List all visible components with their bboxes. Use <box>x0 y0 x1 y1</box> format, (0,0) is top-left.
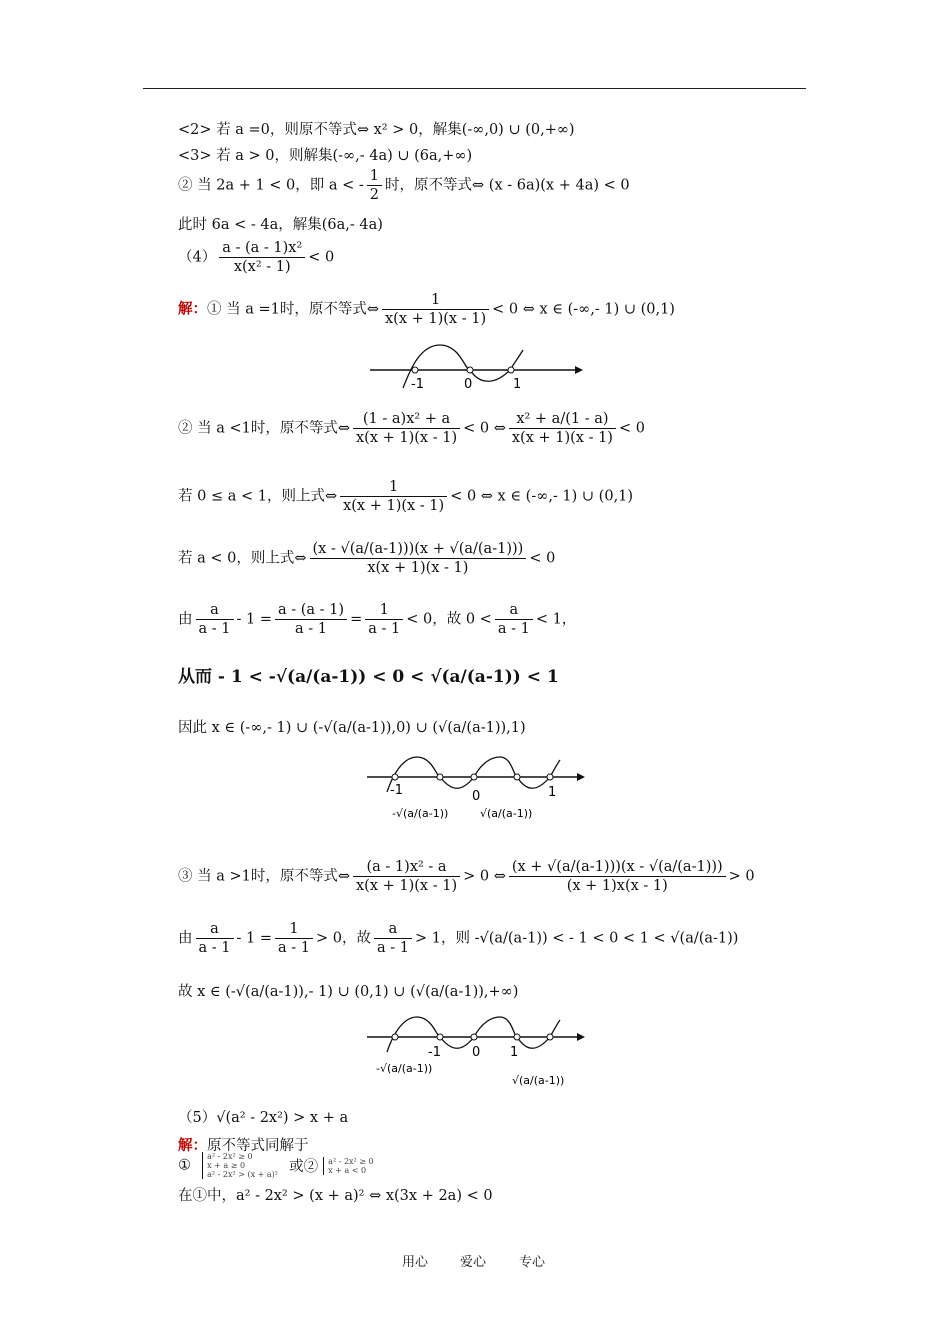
fraction-c6b: $\frac{(x + √(a/(a-1)))(x - √(a/(a-1)))}{(x + 1)x(x - 1)}$ <box>509 858 726 895</box>
fraction-c4: $\frac{(x - √(a/(a-1)))(x + √(a/(a-1)))}{x(x + 1)(x - 1)}$ <box>310 540 527 577</box>
diagram-label: 0 <box>472 1045 481 1060</box>
fraction-q4: $\frac{\text{a - (a - 1)x²}}{\text{x(x² - 1)}}$ <box>219 239 305 276</box>
fraction-c6a: $\frac{\text{(a - 1)x² - a}}{x(x + 1)(x - 1)}$ <box>353 858 460 895</box>
fraction-c1: $\frac{1}{x(x + 1)(x - 1)}$ <box>382 291 489 328</box>
fraction-c5c: $\frac{1}{a - 1}$ <box>365 601 403 638</box>
line-result-negative-a: 因此 x ∈ (-∞,- 1) ∪ (-√(a/(a-1)),0) ∪ (√(a/(a-1)),1) <box>178 720 526 736</box>
line-case-a-one: 解：① 当 a =1时，原不等式⇔ $\frac{1}{x(x + 1)(x - 1)}$ < 0 ⇔ x ∈ (-∞,- 1) ∪ (0,1) <box>178 292 675 327</box>
fraction-c7b: $\frac{1}{a - 1}$ <box>275 920 313 957</box>
fraction-c7a: $\frac{a}{a - 1}$ <box>196 920 234 957</box>
fraction-c3: $\frac{1}{x(x + 1)(x - 1)}$ <box>340 478 447 515</box>
fraction-half: $\frac{1}{2}$ <box>367 167 382 204</box>
diagram-sublabel-right: √(a/(a-1)) <box>512 1074 565 1087</box>
line-case-a-negative: 若 a < 0，则上式⇔ $\frac{(x - √(a/(a-1)))(x + √(a/(a-1)))}{x(x + 1)(x - 1)}$ < 0 <box>178 541 556 576</box>
line-case-a-zero: <2> 若 a =0，则原不等式⇔ x² > 0，解集(-∞,0) ∪ (0,+∞) <box>178 122 575 138</box>
header-rule <box>143 88 806 89</box>
fraction-c5b: $\frac{a - (a - 1)}{a - 1}$ <box>275 601 347 638</box>
diagram-label: -1 <box>390 783 403 798</box>
diagram-label: 1 <box>548 785 557 800</box>
line-systems: ① a² - 2x² ≥ 0 x + a ≥ 0 a² - 2x² > (x + a)² 或② a² - 2x² ≥ 0 x + a < 0 <box>178 1152 374 1179</box>
fraction-c7c: $\frac{a}{a - 1}$ <box>374 920 412 957</box>
diagram-sublabel-left: -√(a/(a-1)) <box>392 807 449 820</box>
line-case-0-le-a: 若 0 ≤ a < 1，则上式⇔ $\frac{1}{x(x + 1)(x - 1)}$ < 0 ⇔ x ∈ (-∞,- 1) ∪ (0,1) <box>178 479 634 514</box>
diagram-label: 0 <box>464 377 473 392</box>
line-case-a-positive: <3> 若 a > 0，则解集(-∞,- 4a) ∪ (6a,+∞) <box>178 148 473 164</box>
diagram-label: 0 <box>472 789 481 804</box>
sign-diagram-1 <box>365 340 585 395</box>
line-case-a-less-one: ② 当 a <1时，原不等式⇔ $\frac{\text{(1 - a)x² + a}}{x(x + 1)(x - 1)}$ < 0 ⇔ $\frac{\text{x² + a/(1 - a)}}{x(x + 1)(x - 1)}$ < 0 <box>178 411 645 446</box>
system-2: a² - 2x² ≥ 0 x + a < 0 <box>323 1157 373 1175</box>
sign-diagram-2 <box>362 752 587 832</box>
fraction-c5a: $\frac{a}{a - 1}$ <box>196 601 234 638</box>
line-solution-5: 解：原不等式同解于 <box>178 1137 309 1154</box>
footer-text: 用心 <box>402 1255 429 1270</box>
line-derivation: 由 $\frac{a}{a - 1}$ - 1 = $\frac{a - (a - 1)}{a - 1}$ = $\frac{1}{a - 1}$ < 0，故 0 < $\frac{a}{a - 1}$ < 1， <box>178 602 577 637</box>
line-result-a-greater-one: 故 x ∈ (-√(a/(a-1)),- 1) ∪ (0,1) ∪ (√(a/(a-1)),+∞) <box>178 984 519 1000</box>
system-1: a² - 2x² ≥ 0 x + a ≥ 0 a² - 2x² > (x + a)² <box>202 1152 278 1179</box>
diagram-label: 1 <box>513 377 522 392</box>
line-derivation-2: 由 $\frac{a}{a - 1}$ - 1 = $\frac{1}{a - 1}$ > 0，故 $\frac{a}{a - 1}$ > 1，则 -√(a/(a-1)) < - 1 < 0 < 1 < √(a/(a-1)) <box>178 921 739 956</box>
footer-text: 爱心 <box>460 1255 487 1270</box>
diagram-label: -1 <box>411 377 424 392</box>
problem-5: （5）√(a² - 2x²) > x + a <box>178 1110 349 1126</box>
line-solution-set: 此时 6a < - 4a，解集(6a,- 4a) <box>178 217 383 233</box>
line-case-2a-plus-1: ② 当 2a + 1 < 0，即 a < - $\frac{1}{2}$ 时，原不等式⇔ (x - 6a)(x + 4a) < 0 <box>178 168 630 203</box>
line-case-a-greater-one: ③ 当 a >1时，原不等式⇔ $\frac{\text{(a - 1)x² - a}}{x(x + 1)(x - 1)}$ > 0 ⇔ $\frac{(x + √(a/(a-1)))(x - √(a/(a-1)))}{(x + 1)x(x - 1)}$ > 0 <box>178 859 755 894</box>
problem-4: （4） $\frac{\text{a - (a - 1)x²}}{\text{x(x² - 1)}}$ < 0 <box>178 240 335 275</box>
diagram-label: 1 <box>510 1045 519 1060</box>
diagram-sublabel-right: √(a/(a-1)) <box>480 807 533 820</box>
diagram-sublabel-left: -√(a/(a-1)) <box>376 1062 433 1075</box>
fraction-c5d: $\frac{a}{a - 1}$ <box>495 601 533 638</box>
diagram-label: -1 <box>428 1045 441 1060</box>
line-therefore-bound: 从而 - 1 < -√(a/(a-1)) < 0 < √(a/(a-1)) < 1 <box>178 667 559 687</box>
fraction-c2b: $\frac{\text{x² + a/(1 - a)}}{x(x + 1)(x - 1)}$ <box>509 410 616 447</box>
footer-text: 专心 <box>519 1255 546 1270</box>
fraction-c2a: $\frac{\text{(1 - a)x² + a}}{x(x + 1)(x - 1)}$ <box>353 410 460 447</box>
line-case-1-analysis: 在①中，a² - 2x² > (x + a)² ⇔ x(3x + 2a) < 0 <box>178 1188 493 1204</box>
sign-diagram-3 <box>362 1012 587 1092</box>
